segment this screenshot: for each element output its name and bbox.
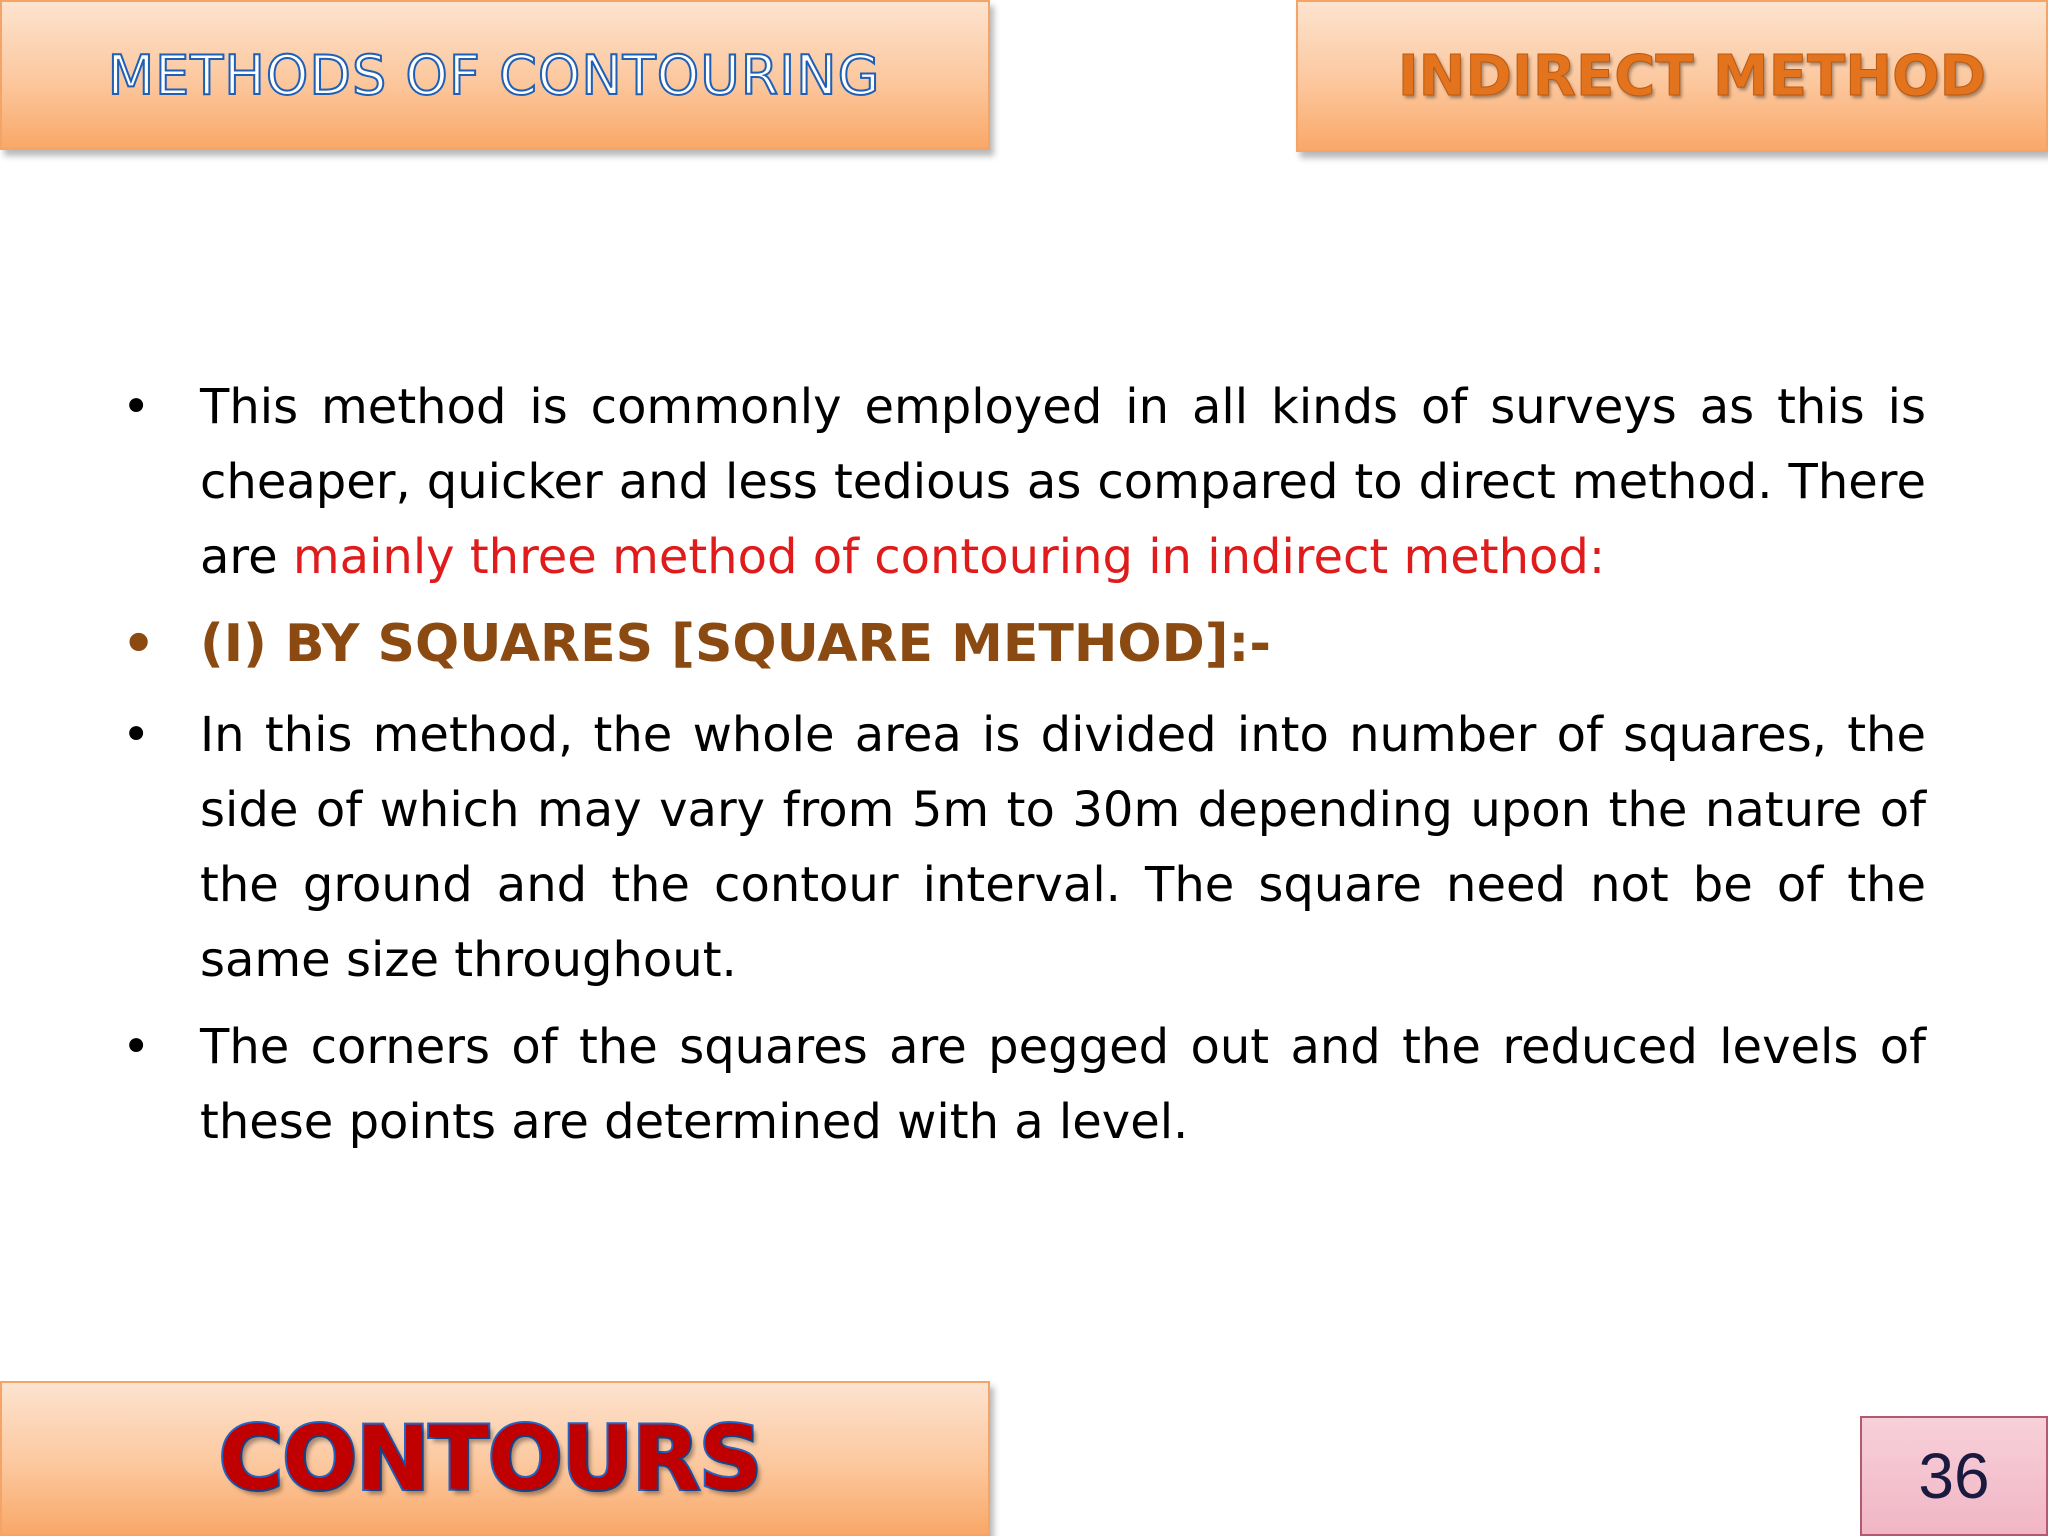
bullet-dot: • xyxy=(122,379,151,435)
header-right-banner xyxy=(1296,0,2048,152)
subsection-title: INDIRECT METHOD xyxy=(1397,43,1987,109)
heading-squares-text: (I) BY SQUARES [SQUARE METHOD]:- xyxy=(200,614,1271,674)
bullet-heading-squares xyxy=(120,607,1926,682)
bullet-dot: • xyxy=(122,614,156,674)
bullet-intro-text: This method is commonly employed in all kinds of surveys as this is cheaper, quicker and less tedious as compared to direct method. There are xyxy=(200,379,1926,585)
bullet-intro xyxy=(120,370,1926,595)
bullet-intro-highlight: mainly three method of contouring in indirect method: xyxy=(292,529,1606,585)
page-number: 36 xyxy=(1860,1416,2048,1536)
section-title: METHODS OF CONTOURING xyxy=(107,43,881,107)
footer-title: CONTOURS xyxy=(218,1407,762,1510)
bullet-dot: • xyxy=(122,1019,151,1075)
bullet-corners xyxy=(120,1010,1926,1160)
bullet-squares-description xyxy=(120,698,1926,998)
header-left-banner xyxy=(0,0,990,150)
footer-banner xyxy=(0,1381,990,1536)
slide-content xyxy=(120,370,1926,1172)
bullet-squares-description-text: In this method, the whole area is divided into number of squares, the side of which may vary from 5m to 30m depending upon the nature of the ground and the contour interval. The square need not be of the same size throughout. xyxy=(200,707,1926,988)
bullet-dot: • xyxy=(122,707,151,763)
bullet-corners-text: The corners of the squares are pegged out and the reduced levels of these points are determined with a level. xyxy=(200,1019,1926,1150)
